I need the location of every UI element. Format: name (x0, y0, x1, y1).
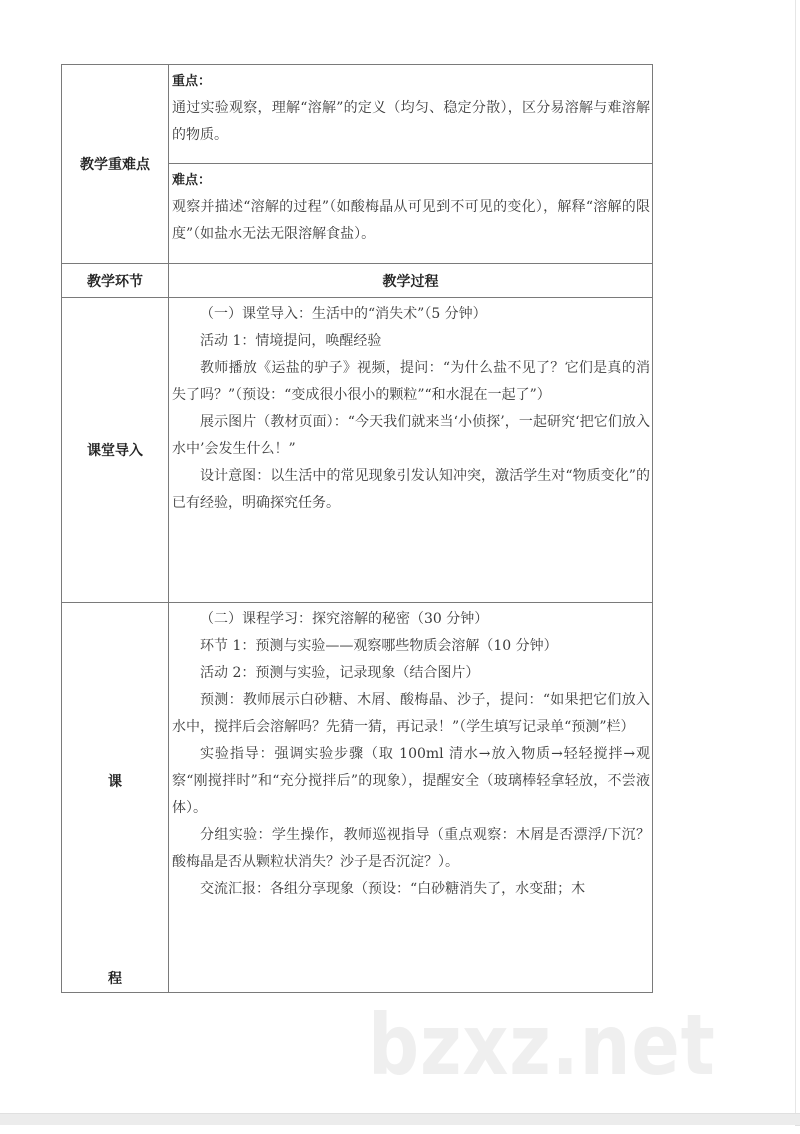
intro-section-title: （一）课堂导入：生活中的“消失术”（5 分钟） (200, 306, 487, 322)
course-group-experiment: 分组实验：学生操作，教师巡视指导（重点观察：木屑是否漂浮/下沉？酸梅晶是否从颗粒状消失？沙子是否沉淀？）。 (172, 827, 650, 870)
course-cell (169, 603, 653, 993)
course-report: 交流汇报：各组分享现象（预设：“白砂糖消失了，水变甜；木 (200, 881, 586, 897)
next-page-top (0, 1125, 795, 1134)
course-label (62, 603, 169, 993)
watermark: bzxz.net (368, 996, 716, 1094)
intro-video: 教师播放《运盐的驴子》视频，提问：“为什么盐不见了？它们是真的消失了吗？”（预设：“变成很小很小的颗粒”“和水混在一起了”） (172, 360, 650, 403)
intro-activity: 活动 1：情境提问，唤醒经验 (200, 333, 382, 349)
course-prediction: 预测：教师展示白砂糖、木屑、酸梅晶、沙子，提问：“如果把它们放入水中，搅拌后会溶解吗？先猜一猜，再记录！”（学生填写记录单“预测”栏） (172, 692, 650, 735)
header-stage: 教学环节 (62, 264, 169, 298)
difficulty-heading: 难点： (172, 173, 212, 188)
focus-heading: 重点： (172, 74, 212, 89)
lesson-plan-table (61, 64, 653, 993)
course-step-1: 环节 1：预测与实验——观察哪些物质会溶解（10 分钟） (200, 638, 558, 654)
course-experiment-guide: 实验指导：强调实验步骤（取 100ml 清水→放入物质→轻轻搅拌→观察“刚搅拌时”和“充分搅拌后”的现象），提醒安全（玻璃棒轻拿轻放，不尝液体）。 (172, 746, 650, 816)
focus-text: 通过实验观察，理解“溶解”的定义（均匀、稳定分散），区分易溶解与难溶解的物质。 (172, 100, 650, 143)
course-section-title: （二）课程学习：探究溶解的秘密（30 分钟） (200, 611, 489, 627)
intro-label: 课堂导入 (62, 298, 169, 603)
difficulty-text: 观察并描述“溶解的过程”（如酸梅晶从可见到不可见的变化），解释“溶解的限度”（如盐水无法无限溶解食盐）。 (172, 199, 650, 242)
intro-picture: 展示图片（教材页面）：“今天我们就来当‘小侦探’，一起研究‘把它们放入水中’会发生什么！” (172, 414, 650, 457)
key-points-label: 教学重难点 (62, 65, 169, 264)
course-label-bottom: 程 (108, 971, 122, 987)
course-label-top: 课 (108, 774, 122, 790)
course-activity-2: 活动 2：预测与实验，记录现象（结合图片） (200, 665, 480, 681)
focus-cell (169, 65, 653, 164)
intro-design-intent: 设计意图：以生活中的常见现象引发认知冲突，激活学生对“物质变化”的已有经验，明确探究任务。 (172, 468, 650, 511)
header-process: 教学过程 (169, 264, 653, 298)
intro-cell (169, 298, 653, 603)
difficulty-cell (169, 164, 653, 264)
